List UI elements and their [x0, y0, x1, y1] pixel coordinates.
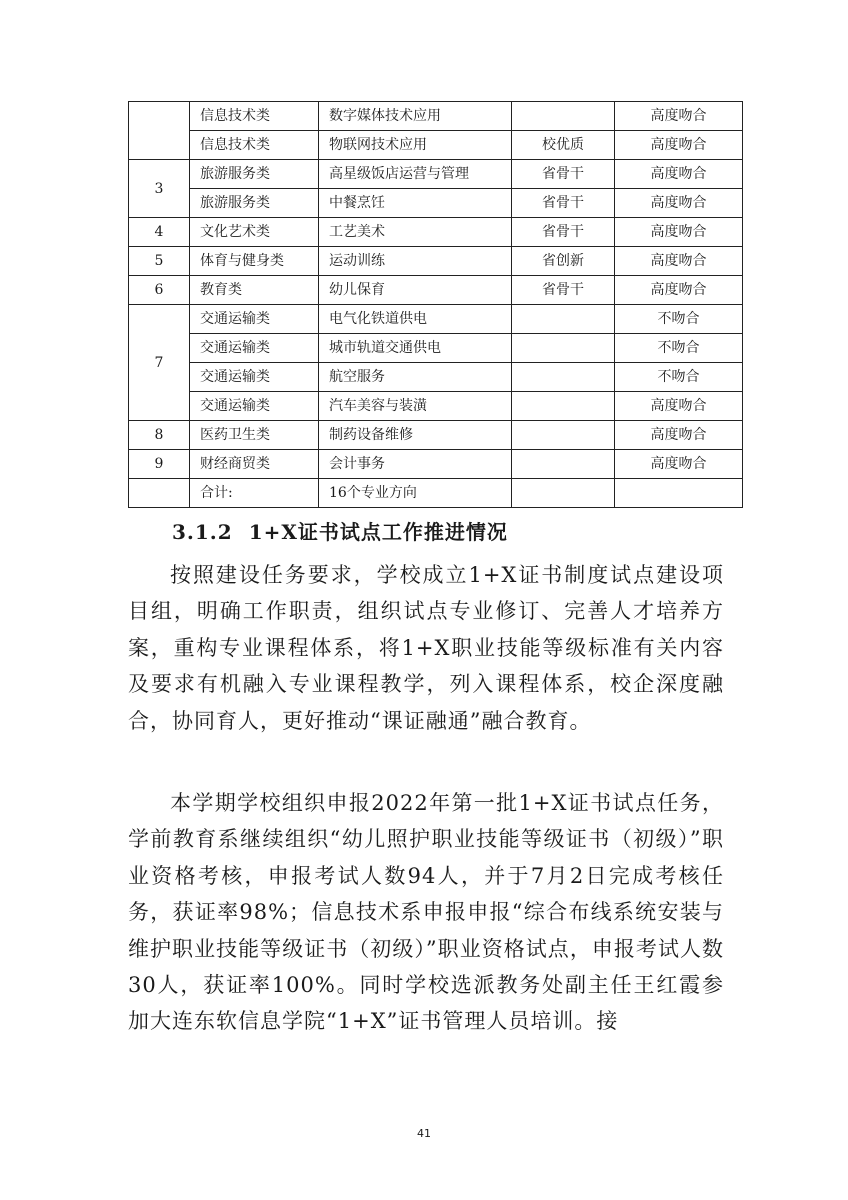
category-cell: 旅游服务类 [190, 160, 319, 189]
section-title: 1+X证书试点工作推进情况 [248, 520, 508, 544]
table-row [129, 189, 743, 218]
table-row [129, 450, 743, 479]
category-cell: 交通运输类 [190, 363, 319, 392]
major-cell: 中餐烹饪 [319, 189, 512, 218]
fit-cell: 高度吻合 [615, 218, 743, 247]
row-number-cell: 3 [129, 160, 190, 218]
row-number-cell: 5 [129, 247, 190, 276]
category-cell: 文化艺术类 [190, 218, 319, 247]
total-label-cell: 合计: [190, 479, 319, 508]
level-cell [512, 392, 615, 421]
level-cell [512, 479, 615, 508]
row-number-cell: 6 [129, 276, 190, 305]
major-cell: 幼儿保育 [319, 276, 512, 305]
major-cell: 会计事务 [319, 450, 512, 479]
category-cell: 信息技术类 [190, 131, 319, 160]
category-cell: 旅游服务类 [190, 189, 319, 218]
fit-cell: 不吻合 [615, 305, 743, 334]
row-number-cell [129, 102, 190, 160]
level-cell [512, 363, 615, 392]
fit-cell: 不吻合 [615, 334, 743, 363]
table-row [129, 392, 743, 421]
fit-cell: 高度吻合 [615, 450, 743, 479]
table-row [129, 131, 743, 160]
level-cell [512, 102, 615, 131]
fit-cell: 高度吻合 [615, 131, 743, 160]
category-cell: 交通运输类 [190, 334, 319, 363]
table-row [129, 276, 743, 305]
row-number-cell: 4 [129, 218, 190, 247]
section-number: 3.1.2 [172, 520, 233, 544]
table-row [129, 421, 743, 450]
body-paragraph: 本学期学校组织申报2022年第一批1+X证书试点任务，学前教育系继续组织“幼儿照护职业技能等级证书（初级）”职业资格考核，申报考试人数94人，并于7月2日完成考核任务，获证率98%；信息技术系申报申报“综合布线系统安装与维护职业技能等级证书（初级）”职业资格试点，申报考试人数30人，获证率100%。同时学校选派教务处副主任王红霞参加大连东软信息学院“1+X”证书管理人员培训。接 [128, 791, 724, 1034]
category-cell: 信息技术类 [190, 102, 319, 131]
major-cell: 制药设备维修 [319, 421, 512, 450]
table-row [129, 305, 743, 334]
category-cell: 交通运输类 [190, 305, 319, 334]
major-cell: 城市轨道交通供电 [319, 334, 512, 363]
row-number-cell: 9 [129, 450, 190, 479]
level-cell: 省创新 [512, 247, 615, 276]
fit-cell: 高度吻合 [615, 189, 743, 218]
major-cell: 数字媒体技术应用 [319, 102, 512, 131]
row-number-cell: 7 [129, 305, 190, 421]
fit-cell: 不吻合 [615, 363, 743, 392]
section-heading [172, 516, 508, 545]
category-cell: 教育类 [190, 276, 319, 305]
category-cell: 体育与健身类 [190, 247, 319, 276]
fit-cell: 高度吻合 [615, 160, 743, 189]
major-cell: 工艺美术 [319, 218, 512, 247]
level-cell [512, 305, 615, 334]
major-cell: 物联网技术应用 [319, 131, 512, 160]
row-number-cell [129, 479, 190, 508]
level-cell: 省骨干 [512, 189, 615, 218]
level-cell: 省骨干 [512, 276, 615, 305]
fit-cell: 高度吻合 [615, 421, 743, 450]
body-paragraph: 按照建设任务要求，学校成立1+X证书制度试点建设项目组，明确工作职责，组织试点专业修订、完善人才培养方案，重构专业课程体系，将1+X职业技能等级标准有关内容及要求有机融入专业课程教学，列入课程体系，校企深度融合，协同育人，更好推动“课证融通”融合教育。 [128, 563, 724, 733]
table-row [129, 160, 743, 189]
major-cell: 高星级饭店运营与管理 [319, 160, 512, 189]
major-cell: 汽车美容与装潢 [319, 392, 512, 421]
table-row [129, 363, 743, 392]
level-cell: 校优质 [512, 131, 615, 160]
fit-cell: 高度吻合 [615, 392, 743, 421]
major-cell: 电气化铁道供电 [319, 305, 512, 334]
page-number: 41 [417, 1127, 431, 1140]
majors-table [128, 101, 743, 508]
level-cell: 省骨干 [512, 218, 615, 247]
major-cell: 运动训练 [319, 247, 512, 276]
table-total-row [129, 479, 743, 508]
fit-cell: 高度吻合 [615, 276, 743, 305]
table-row [129, 334, 743, 363]
table-row [129, 102, 743, 131]
table-row [129, 247, 743, 276]
table-row [129, 218, 743, 247]
fit-cell: 高度吻合 [615, 247, 743, 276]
fit-cell [615, 479, 743, 508]
level-cell [512, 421, 615, 450]
level-cell [512, 334, 615, 363]
category-cell: 交通运输类 [190, 392, 319, 421]
category-cell: 医药卫生类 [190, 421, 319, 450]
category-cell: 财经商贸类 [190, 450, 319, 479]
level-cell: 省骨干 [512, 160, 615, 189]
total-value-cell: 16个专业方向 [319, 479, 512, 508]
level-cell [512, 450, 615, 479]
row-number-cell: 8 [129, 421, 190, 450]
fit-cell: 高度吻合 [615, 102, 743, 131]
major-cell: 航空服务 [319, 363, 512, 392]
